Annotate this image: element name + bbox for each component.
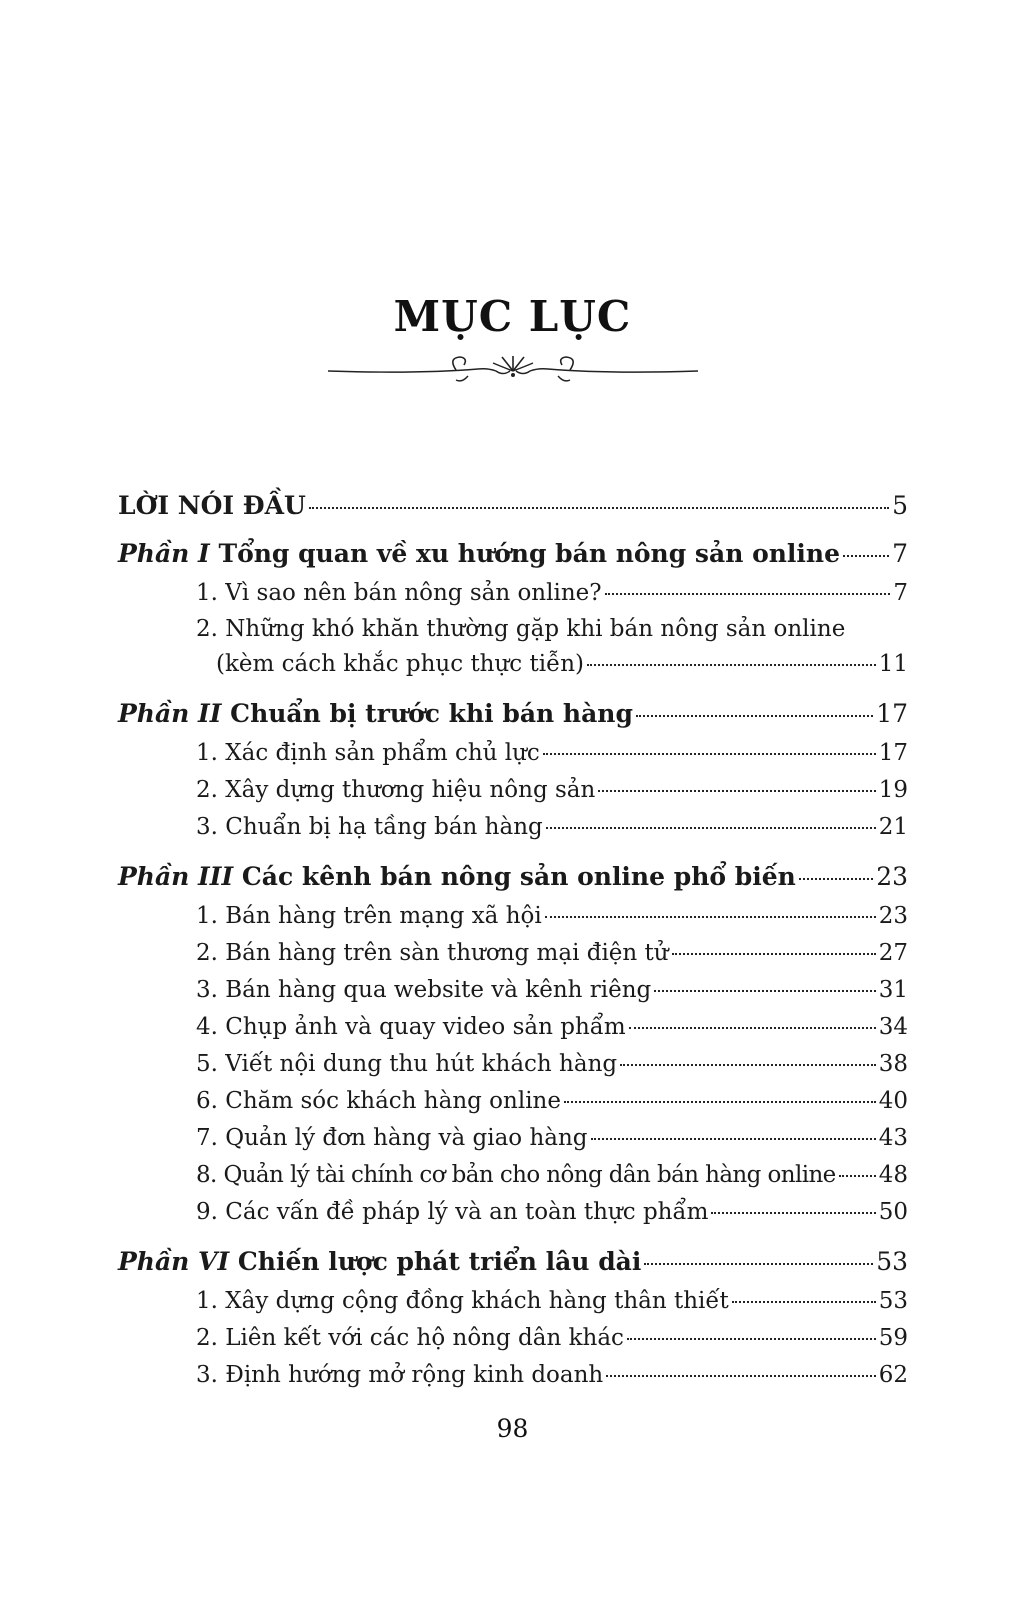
leader-dots [546, 827, 876, 829]
leader-dots [672, 953, 876, 955]
toc-label: 1. Bán hàng trên mạng xã hội [196, 903, 542, 929]
leader-dots [644, 1263, 873, 1265]
toc-entry-line1[interactable]: 2. Những khó khăn thường gặp khi bán nông sản online [196, 616, 846, 642]
toc-page-number: 40 [878, 1088, 908, 1114]
part-number: Phần I [118, 539, 210, 568]
part-title: Chuẩn bị trước khi bán hàng [230, 699, 633, 728]
toc-page-number: 5 [892, 491, 908, 520]
toc-page-number: 17 [876, 699, 908, 728]
page-number: 98 [496, 1414, 529, 1443]
toc-label: 5. Viết nội dung thu hút khách hàng [196, 1051, 618, 1077]
toc-page-number: 53 [878, 1288, 908, 1314]
toc-entry[interactable] [118, 735, 908, 772]
toc-page-number: 59 [878, 1325, 908, 1351]
toc-entry[interactable] [118, 1283, 908, 1320]
toc-entry[interactable] [118, 1357, 908, 1394]
toc-page-number: 27 [878, 940, 908, 966]
toc-label: 3. Định hướng mở rộng kinh doanh [196, 1362, 604, 1388]
part-title: Chiến lược phát triển lâu dài [237, 1247, 642, 1276]
toc-entry[interactable] [118, 1157, 908, 1194]
toc-entry[interactable] [118, 575, 908, 612]
toc-entry[interactable] [118, 809, 908, 846]
toc-page-number: 50 [878, 1199, 908, 1225]
leader-dots [598, 790, 875, 792]
toc-label: 2. Bán hàng trên sàn thương mại điện tử [196, 940, 669, 966]
leader-dots [732, 1301, 876, 1303]
toc-label: 2. Xây dựng thương hiệu nông sản [196, 777, 596, 803]
toc-entry[interactable] [118, 646, 908, 683]
part-number: Phần III [118, 862, 234, 891]
leader-dots [591, 1138, 876, 1140]
toc-label: 3. Chuẩn bị hạ tầng bán hàng [196, 814, 543, 840]
toc-entry[interactable] [118, 935, 908, 972]
toc-entry[interactable] [118, 1046, 908, 1083]
leader-dots [605, 593, 891, 595]
leader-dots [587, 664, 876, 666]
toc-label: 1. Xác định sản phẩm chủ lực [196, 740, 540, 766]
toc-entry-part-2[interactable] [118, 693, 908, 735]
leader-dots [654, 990, 875, 992]
leader-dots [636, 715, 873, 717]
toc-page-number: 48 [878, 1162, 908, 1188]
toc-entry-part-3[interactable] [118, 856, 908, 898]
toc-page-number: 23 [878, 903, 908, 929]
toc-entry[interactable] [118, 1083, 908, 1120]
toc-entry-preface[interactable] [118, 485, 908, 527]
toc-page-number: 62 [878, 1362, 908, 1388]
toc-label: 1. Xây dựng cộng đồng khách hàng thân thiết [196, 1288, 729, 1314]
toc-label: LỜI NÓI ĐẦU [118, 491, 306, 520]
leader-dots [606, 1375, 875, 1377]
toc-page-number: 19 [878, 777, 908, 803]
toc-label: 4. Chụp ảnh và quay video sản phẩm [196, 1014, 626, 1040]
page-title: MỤC LỤC [393, 292, 632, 341]
toc-page-number: 11 [878, 651, 908, 677]
toc-label: 1. Vì sao nên bán nông sản online? [196, 580, 602, 606]
toc-entry-part-4[interactable] [118, 1241, 908, 1283]
leader-dots [799, 878, 873, 880]
toc-page-number: 7 [892, 539, 908, 568]
toc-entry[interactable] [118, 1120, 908, 1157]
leader-dots [309, 507, 889, 509]
toc-label: 9. Các vấn đề pháp lý và an toàn thực phẩm [196, 1199, 709, 1225]
toc-page-number: 43 [878, 1125, 908, 1151]
toc-page-number: 53 [876, 1247, 908, 1276]
table-of-contents [118, 485, 908, 1394]
toc-entry-part-1[interactable] [118, 533, 908, 575]
toc-page-number: 38 [878, 1051, 908, 1077]
leader-dots [564, 1101, 876, 1103]
ornament-divider-icon [328, 354, 698, 384]
toc-page-number: 17 [878, 740, 908, 766]
toc-page-number: 21 [878, 814, 908, 840]
toc-entry[interactable] [118, 1009, 908, 1046]
toc-page-number: 34 [878, 1014, 908, 1040]
toc-label: 3. Bán hàng qua website và kênh riêng [196, 977, 652, 1003]
toc-page-number: 31 [878, 977, 908, 1003]
leader-dots [711, 1212, 875, 1214]
part-number: Phần VI [118, 1247, 230, 1276]
toc-label: 2. Liên kết với các hộ nông dân khác [196, 1325, 624, 1351]
toc-label: (kèm cách khắc phục thực tiễn) [216, 651, 585, 677]
leader-dots [627, 1338, 876, 1340]
toc-entry[interactable] [118, 772, 908, 809]
toc-label: 8. Quản lý tài chính cơ bản cho nông dân bán hàng online [196, 1162, 836, 1188]
leader-dots [839, 1175, 876, 1177]
toc-page-number: 23 [876, 862, 908, 891]
leader-dots [545, 916, 876, 918]
leader-dots [620, 1064, 876, 1066]
part-number: Phần II [118, 699, 222, 728]
leader-dots [843, 555, 889, 557]
toc-entry[interactable] [118, 898, 908, 935]
toc-entry[interactable] [118, 1320, 908, 1357]
toc-entry[interactable] [118, 972, 908, 1009]
toc-entry[interactable] [118, 1194, 908, 1231]
leader-dots [543, 753, 876, 755]
toc-label: 7. Quản lý đơn hàng và giao hàng [196, 1125, 588, 1151]
toc-page-number: 7 [893, 580, 908, 606]
toc-label: 6. Chăm sóc khách hàng online [196, 1088, 561, 1114]
part-title: Các kênh bán nông sản online phổ biến [241, 862, 796, 891]
part-title: Tổng quan về xu hướng bán nông sản online [218, 539, 841, 568]
leader-dots [629, 1027, 876, 1029]
